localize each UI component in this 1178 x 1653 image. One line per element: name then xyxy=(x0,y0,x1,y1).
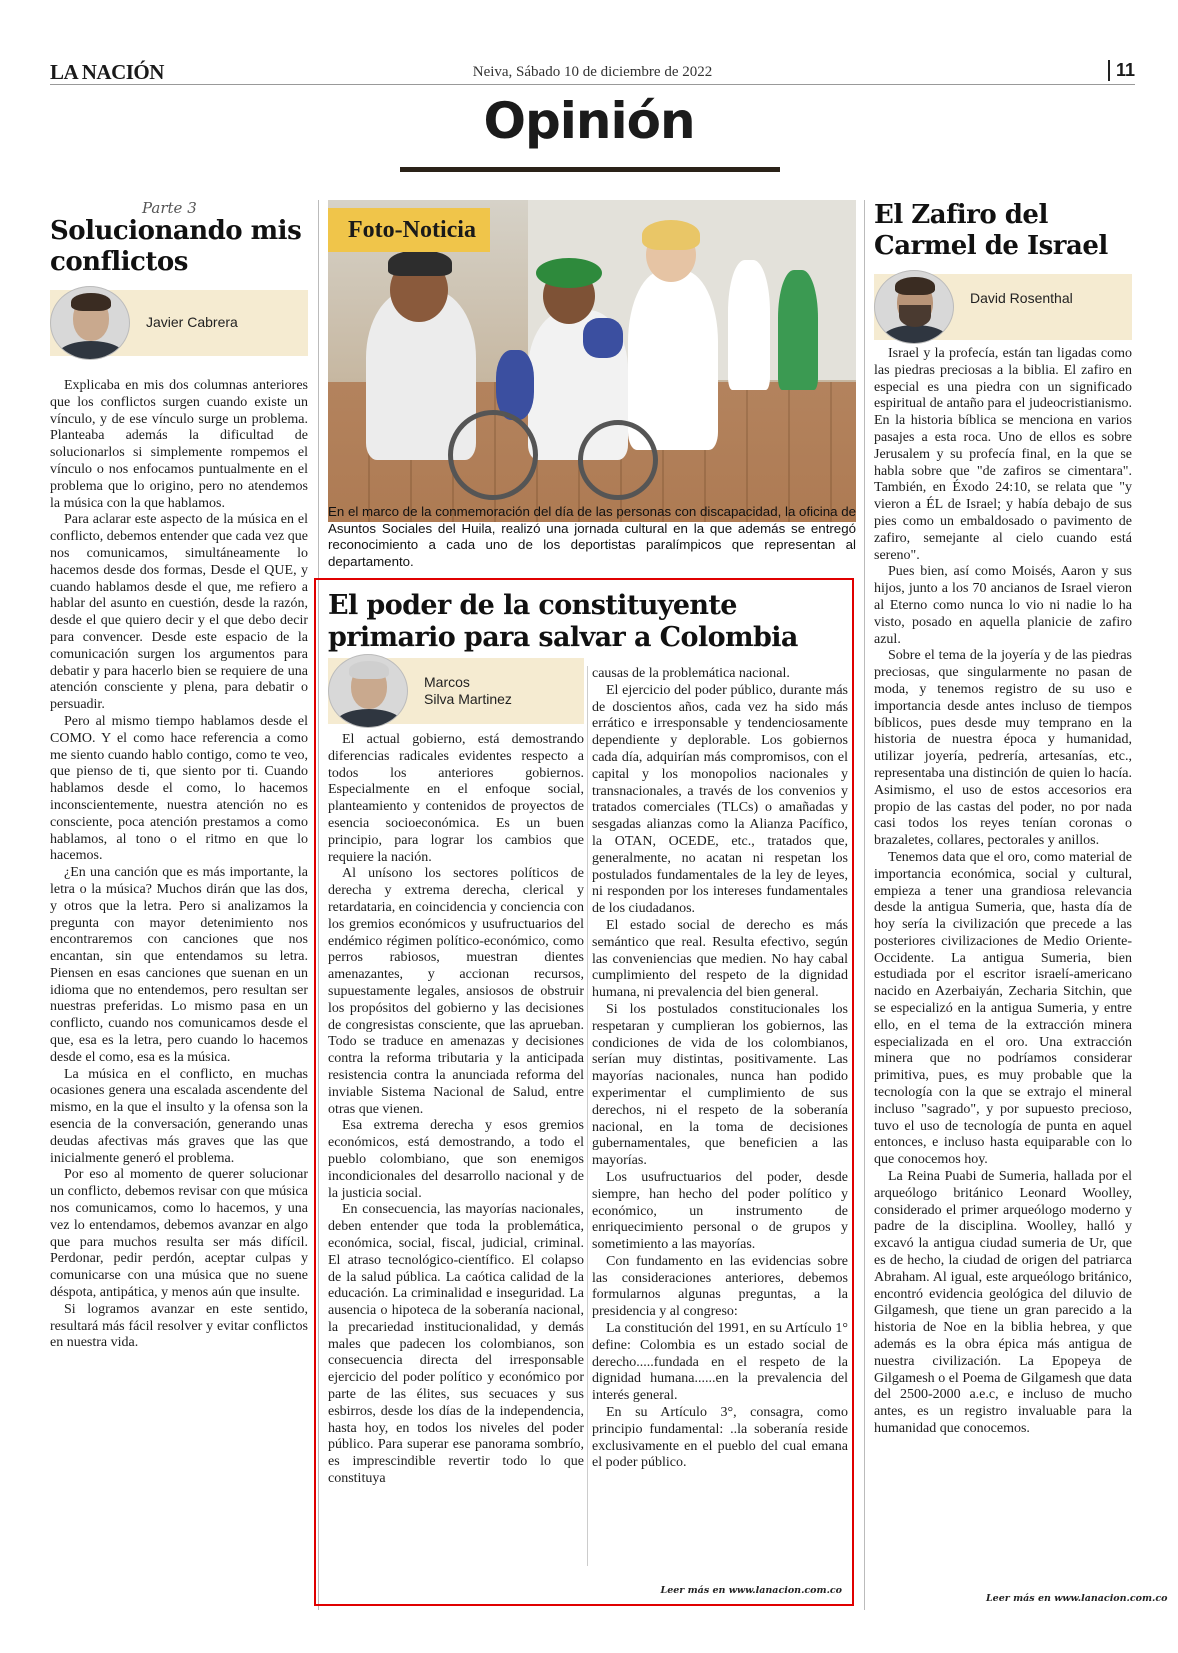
author-avatar xyxy=(328,654,408,728)
author-box xyxy=(50,290,308,356)
paragraph: El estado social de derecho es más semántico que real. Resulta efectivo, según las conveniencias que medien. No hay cabal cumplimiento del respeto de la dignidad humana, ni prevalencia del bien general. xyxy=(592,917,848,1001)
news-photo xyxy=(328,200,856,522)
paragraph: Por eso al momento de querer solucionar un conflicto, debemos revisar con que música nos comunicamos, como lo hacemos, y una vez lo entendamos, debemos avanzar en algo que para muchos resulta ser más difícil. Perdonar, pedir perdón, aceptar culpas y comunicarse con una música que no suene déspota, antipática, y menos aún que insulte. xyxy=(50,1167,308,1301)
right-article xyxy=(874,200,1132,1438)
read-more-link[interactable]: Leer más en www.lanacion.com.co xyxy=(660,1585,842,1596)
featured-column-divider xyxy=(587,666,588,1566)
paragraph: En su Artículo 3°, consagra, como principio fundamental: ..la soberanía reside exclusivamente en el pueblo del cual emana el poder público. xyxy=(592,1405,848,1471)
article-body xyxy=(50,378,308,1352)
author-name: Marcos Silva Martinez xyxy=(424,674,512,707)
paragraph: Israel y la profecía, están tan ligadas como las piedras preciosas a la biblia. El zafiro en especial es una piedra con un significado espiritual de antaño para el judeocristianismo. En la historia bíblica se menciona en varios pasajes a esta roca. Uno de ellos es sobre Jerusalem y su profecía final, en la que se habla sobre que "de zafiros se cimentara". También, en Éxodo 24:10, se relata que "y vieron a ÉL de Israel; y había debajo de sus pies como un embaldosado o pavimento de zafiro, semejante al cielo cuando está sereno". xyxy=(874,346,1132,563)
author-name: Javier Cabrera xyxy=(146,314,238,330)
paragraph: El ejercicio del poder público, durante más de doscientos años, cada vez ha sido más errático e irresponsable y tendenciosamente dependiente y deplorable. Los gobiernos cada día, adquirían más compromisos, con el capital y los monopolios nacionales y transnacionales, a través de los convenios y tratados comerciales (TLCs) o amañadas y sesgadas alianzas como la Alianza Pacífico, la OTAN, OCEDE, etc., tratados que, generalmente, no acatan ni respetan los postulados fundamentales de la ley de leyes, ni responden por los intereses fundamentales de los ciudadanos. xyxy=(592,682,848,917)
author-avatar xyxy=(874,270,954,344)
featured-headline: El poder de la constituyente primario para salvar a Colombia xyxy=(328,590,798,653)
top-divider xyxy=(50,84,1135,85)
paragraph: Si los postulados constitucionales los respetaran y cumplieran los gobiernos, las condiciones de vida de los colombianos, serían muy distintas, positivamente. Las mayorías nacionales, nunca han podido experimentar el cumplimiento de sus derechos, ni el respeto de la soberanía nacional, en la toma de decisiones gubernamentales, que beneficien a las mayorías. xyxy=(592,1001,848,1169)
photo-news-label: Foto-Noticia xyxy=(328,208,490,252)
article-headline: Solucionando mis conflictos xyxy=(50,216,302,277)
paragraph: Al unísono los sectores políticos de derecha y extrema derecha, clerical y retardataria, en coincidencia y conciencia con los gremios económicos y usufructuarios del endémico régimen político-económico, como perros rabiosos, muestran dientes amenazantes, y accionan recursos, supuestamente legales, ansiosos de obstruir los propósitos del gobierno y las decisiones de congresistas consciente, que las aprueban. Todo se traduce en amenazas y decisiones contra la reforma tributaria y la anticipada resistencia contra la anunciada reforma del inviable Sistema Nacional de Salud, entre otras que vienen. xyxy=(328,866,584,1117)
featured-article xyxy=(314,578,854,1606)
author-name: David Rosenthal xyxy=(970,290,1073,306)
paragraph: causas de la problemática nacional. xyxy=(592,666,790,681)
article-headline: El Zafiro del Carmel de Israel xyxy=(874,200,1108,261)
paragraph: Sobre el tema de la joyería y de las piedras preciosas, que singularmente no pasan de moda, y tenemos registro de su uso e importancia desde antes incluso de tiempos bíblicos, pues desde muy temprano en la historia de nuestra época y humanidad, utilizar joyería, pedrería, artesanías, etc., representaba una distinción de quien lo hacía. Asimismo, el uso de estos accesorios era propio de las castas del poder, no por nada casi todos los reyes tenían coronas o brazaletes, collares, pectorales y anillos. xyxy=(874,648,1132,849)
left-article xyxy=(50,200,308,1352)
article-body xyxy=(874,346,1132,1438)
author-avatar xyxy=(50,286,130,360)
paragraph: Para aclarar este aspecto de la música en el conflicto, debemos entender que cada vez que nos comunicamos, simultáneamente lo hacemos desde dos formas, Desde el QUE, y cuando hablamos desde el que, me refiero a hablar del asunto en cuestión, desde la razón, desde el que quiero decir y el que debo decir para convencer. Desde este espacio de la comunicación surgen los argumentos para debatir y para hacerlo bien se requiere de una atención consciente y plena, para debatir o persuadir. xyxy=(50,512,308,713)
photo-caption: En el marco de la conmemoración del día de las personas con discapacidad, la oficina de Asuntos Sociales del Huila, realizó una jornada cultural en la que además se entregó reconocimiento a cada uno de los deportistas paralímpicos que representan al departamento. xyxy=(328,504,856,569)
page-number: 11 xyxy=(1108,60,1135,81)
paragraph: Con fundamento en las evidencias sobre las consideraciones anteriores, debemos formularnos algunas preguntas, a la presidencia y al congreso: xyxy=(592,1253,848,1320)
paragraph: La constitución del 1991, en su Artículo 1° define: Colombia es un estado social de derecho.....fundada en el respeto de la dignidad humana......en la prevalencia del interés general. xyxy=(592,1321,848,1404)
featured-body-col1 xyxy=(328,732,584,1488)
paragraph: Tenemos data que el oro, como material de importancia económica, social y cultural, empieza a tener una grandiosa relevancia desde la antigua Sumeria, que, hasta día de hoy sería la civilización que precede a las posteriores civilizaciones de Medio Oriente-Occidente. La antigua Sumeria, bien estudiada por el escritor israelí-americano nacido en Azerbaiyán, Zecharia Sitchin, que se especializó en la antigua Sumeria, y entre ello, en el tema de la extracción minera especializada en el oro. Una extracción minera que no podríamos considerar primitiva, pues, es muy probable que la tecnología con la que se extrajo el mineral incluso "sagrado", y por supuesto precioso, tuvo el uso de tecnología de punta en aquel entonces, e incluso hasta equiparable con lo que conocemos hoy. xyxy=(874,849,1132,1168)
paragraph: ¿En una canción que es más importante, la letra o la música? Muchos dirán que las dos, y otros que la letra. Pero si analizamos la pregunta con mayor detenimiento nos encontraremos con canciones que nos encantan, sin que entendamos su letra. Piensen en esas canciones que suenan en un idioma que no entendemos, pero resultan ser nuestras preferidas. Lo mismo pasa en un conflicto, cuando nos comunicamos desde el que, esa es la letra, pero cuando lo hacemos desde el como, esa es la música. xyxy=(50,865,308,1065)
paragraph: Explicaba en mis dos columnas anteriores que los conflictos surgen cuando existe un vínculo, y de ese vínculo surge un problema. Planteaba además la dificultad de solucionarlos si simplemente rompemos el vínculo o nos enfocamos puntualmente en el problema que lo origino, pero no atendemos la música con la que hablamos. xyxy=(50,378,308,511)
paragraph: Pero al mismo tiempo hablamos desde el COMO. Y el como hace referencia a como me siento cuando hablo contigo, como te veo, que pienso de ti, que siento por ti. Cuando hablamos desde el como, lo hacemos inconscientemente, nuestra atención no es consciente, poca atención prestamos a como hablamos, al tono o el ritmo en que lo hacemos. xyxy=(50,713,308,864)
author-box xyxy=(328,658,584,724)
section-title: Opinión xyxy=(483,92,695,150)
paragraph: Pues bien, así como Moisés, Aaron y sus hijos, junto a los 70 ancianos de Israel vieron al Eterno como nunca lo vio ni nadie lo ha visto, posado en aquella planicie de zafiro azul. xyxy=(874,564,1132,647)
author-box xyxy=(874,274,1132,340)
section-title-rule xyxy=(400,167,780,172)
article-kicker: Parte 3 xyxy=(142,199,197,217)
dateline: Neiva, Sábado 10 de diciembre de 2022 xyxy=(472,64,713,80)
newspaper-logo: LA NACIÓN xyxy=(50,60,164,84)
paragraph: Los usufructuarios del poder, desde siempre, han hecho del poder político y económico, un instrumento de enriquecimiento personal o de grupos y sometimiento a las mayorías. xyxy=(592,1169,848,1253)
featured-body-col2 xyxy=(592,666,848,1472)
paragraph: Si logramos avanzar en este sentido, resultará más fácil resolver y evitar conflictos en nuestra vida. xyxy=(50,1301,308,1351)
paragraph: La música en el conflicto, en muchas ocasiones genera una escalada ascendente del mismo, en la que el insulto y la ofensa son la esencia de la conversación, generando unas deudas afectivas más graves que las que inicialmente generó el problema. xyxy=(50,1066,308,1166)
column-divider-right xyxy=(864,200,865,1610)
paragraph: Esa extrema derecha y esos gremios económicos, está demostrando, a todo el pueblo colombiano, que son enemigos incondicionales del desarrollo nacional y de la justicia social. xyxy=(328,1118,584,1201)
read-more-link[interactable]: Leer más en www.lanacion.com.co xyxy=(986,1593,1168,1604)
paragraph: En consecuencia, las mayorías nacionales, deben entender que toda la problemática, económica, social, fiscal, judicial, criminal. El atraso tecnológico-científico. El colapso de la salud pública. La caótica calidad de la educación. La criminalidad e inseguridad. La ausencia o hipoteca de la soberanía nacional, la precariedad institucionalidad, y demás males que padecen los colombianos, son consecuencia directa del irresponsable ejercicio del poder político y económico por parte de las élites, sus secuaces y sus esbirros, desde los días de la independencia, hasta hoy, en todos los niveles del poder público. Para superar ese panorama sombrío, es imprescindible revertir todo lo que constituya xyxy=(328,1202,584,1487)
paragraph: La Reina Puabi de Sumeria, hallada por el arqueólogo británico Leonard Woolley, considerado el primer arqueólogo moderno y padre de la disciplina. Woolley, halló y excavó la antigua ciudad sumeria de Ur, que es de hecho, la ciudad de origen del patriarca Abraham. Al igual, este arqueólogo británico, encontró evidencia geológica del diluvio de Gilgamesh, que tiene un gran parecido a la historia de Noe en la biblia hebrea, y que además es la obra épica más antigua de nuestra civilización. La Epopeya de Gilgamesh o el Poema de Gilgamesh que data del 2500-2000 a.e.c, e incluso de mucho antes, es un registro invaluable para la humanidad que conocemos. xyxy=(874,1169,1132,1436)
paragraph: El actual gobierno, está demostrando diferencias radicales evidentes respecto a todos los anteriores gobiernos. Especialmente en el enfoque social, planteamiento y contenidos de proyectos de esencia socioeconómica. Es un buen principio, para lograr los cambios que requiere la nación. xyxy=(328,732,584,865)
